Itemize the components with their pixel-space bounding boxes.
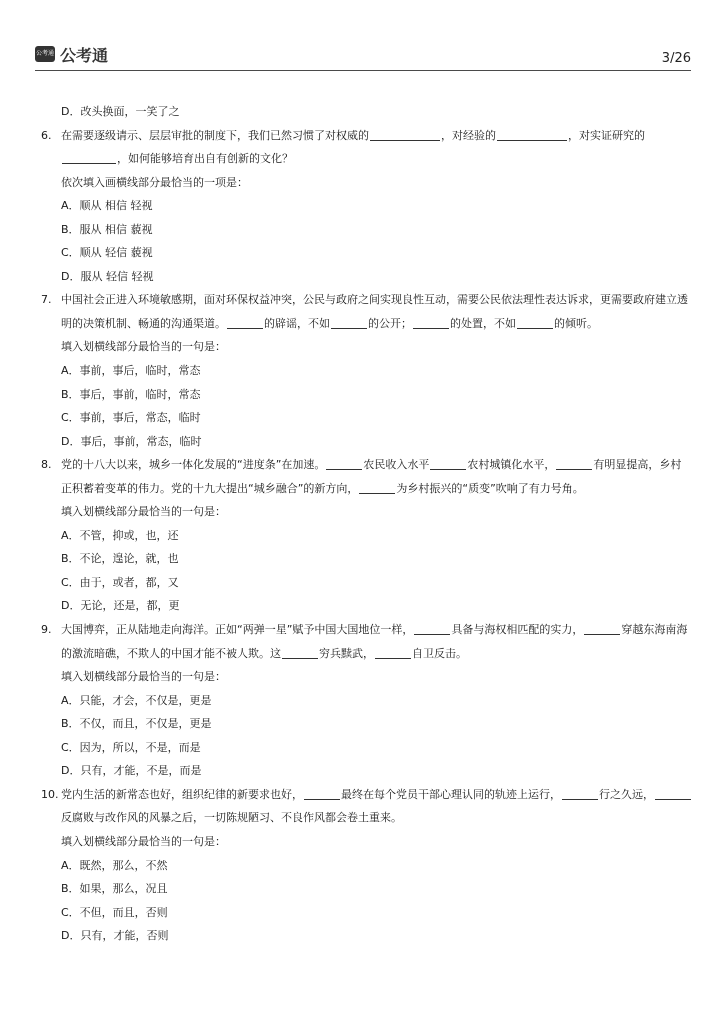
question-number: 7. <box>41 293 52 307</box>
question-text: 大国博弈，正从陆地走向海洋。正如“两弹一星”赋予中国大国地位一样， <box>61 623 414 637</box>
option-b: B．服从 相信 藐视 <box>61 222 153 236</box>
blank <box>517 316 553 329</box>
document-body <box>40 100 692 948</box>
question-text: 中国社会正进入环境敏感期，面对环保权益冲突，公民与政府之间实现良性互动，需要公民依法理性表达诉求，更需要政府建立透明的决策机制、畅通的沟通渠道。 <box>61 293 688 330</box>
question-number: 6. <box>41 128 52 142</box>
option-a: A．只能，才会，不仅是，更是 <box>61 693 212 707</box>
option-b: B．不论，遑论，就，也 <box>61 552 179 566</box>
blank <box>562 787 598 800</box>
question-text: 在需要逐级请示、层层审批的制度下，我们已然习惯了对权威的 <box>61 128 369 142</box>
question-text: 最终在每个党员干部心理认同的轨迹上运行， <box>341 787 561 801</box>
option-c: C．事前，事后，常态，临时 <box>61 411 201 425</box>
blank <box>331 316 367 329</box>
blank <box>370 128 440 141</box>
blank <box>497 128 567 141</box>
blank <box>430 457 466 470</box>
option-b: B．不仅，而且，不仅是，更是 <box>61 717 212 731</box>
blank <box>227 316 263 329</box>
brand-name: 公考通 <box>60 46 109 65</box>
question-9 <box>40 618 692 665</box>
question-text: 的公开； <box>368 316 412 330</box>
question-text: 具备与海权相匹配的实力， <box>451 623 584 637</box>
instruction: 填入划横线部分最恰当的一句是： <box>61 670 226 684</box>
option-c: C．顺从 轻信 藐视 <box>61 246 153 260</box>
page-number: 3/26 <box>661 51 691 66</box>
question-text: 党的十八大以来，城乡一体化发展的“进度条”在加速。 <box>61 458 326 472</box>
question-number: 9. <box>41 623 52 637</box>
question-text: 自卫反击。 <box>412 646 467 660</box>
option-a: A．既然，那么，不然 <box>61 858 168 872</box>
option-d: D．只有，才能，否则 <box>61 929 169 943</box>
blank <box>375 646 411 659</box>
question-6 <box>40 124 692 171</box>
option-a: A．顺从 相信 轻视 <box>61 199 153 213</box>
option-b: B．事后，事前，临时，常态 <box>61 387 201 401</box>
option-d: D．事后，事前，常态，临时 <box>61 434 202 448</box>
option-a: A．事前，事后，临时，常态 <box>61 364 201 378</box>
question-text: 农民收入水平 <box>363 458 430 472</box>
option-b: B．如果，那么，况且 <box>61 882 168 896</box>
question-text: 农村城镇化水平， <box>467 458 556 472</box>
question-number: 10. <box>41 787 59 801</box>
blank <box>304 787 340 800</box>
blank <box>414 622 450 635</box>
option: D．改头换面，一笑了之 <box>61 105 180 118</box>
option-c: C．由于，或者，都，又 <box>61 575 179 589</box>
question-text: ，对实证研究的 <box>568 128 645 142</box>
instruction: 依次填入画横线部分最恰当的一项是： <box>61 175 248 189</box>
option-d: D．服从 轻信 轻视 <box>61 269 154 283</box>
logo-icon: 公考通 <box>35 46 55 62</box>
question-text: ，如何能够培育出自有创新的文化？ <box>117 152 293 166</box>
blank <box>326 457 362 470</box>
question-10 <box>40 783 692 830</box>
option-c: C．不但，而且，否则 <box>61 905 168 919</box>
question-text: 穿越东海南海的激流暗礁，不欺人的中国才能不被人欺。这 <box>61 623 688 660</box>
question-text: 为乡村振兴的“质变”吹响了有力号角。 <box>396 481 584 495</box>
question-text: 反腐败与改作风的风暴之后，一切陈规陋习、不良作风都会卷土重来。 <box>61 811 402 825</box>
question-text: 的辟谣，不如 <box>264 316 330 330</box>
instruction: 填入划横线部分最恰当的一句是： <box>61 340 226 354</box>
question-7 <box>40 288 692 335</box>
blank <box>413 316 449 329</box>
question-text: 党内生活的新常态也好，组织纪律的新要求也好， <box>61 787 303 801</box>
blank <box>556 457 592 470</box>
question-text: 的倾听。 <box>554 316 598 330</box>
option-d: D．只有，才能，不是，而是 <box>61 764 202 778</box>
instruction: 填入划横线部分最恰当的一句是： <box>61 505 226 519</box>
blank <box>62 151 116 164</box>
question-8 <box>40 453 692 500</box>
instruction: 填入划横线部分最恰当的一句是： <box>61 834 226 848</box>
question-number: 8. <box>41 458 52 472</box>
blank <box>359 481 395 494</box>
option-c: C．因为，所以，不是，而是 <box>61 740 201 754</box>
blank <box>282 646 318 659</box>
option-d: D．无论，还是，都，更 <box>61 599 180 613</box>
question-text: ，对经验的 <box>441 128 496 142</box>
question-text: 行之久远， <box>599 787 654 801</box>
question-text: 穷兵黩武， <box>319 646 374 660</box>
blank <box>655 787 691 800</box>
option-a: A．不管，抑或，也，还 <box>61 528 179 542</box>
page-header <box>35 40 691 71</box>
question-text: 有明显提高，乡村正积蓄着变革的伟力。党的十九大提出“城乡融合”的新方向， <box>61 458 682 495</box>
blank <box>584 622 620 635</box>
question-text: 的处置，不如 <box>450 316 516 330</box>
